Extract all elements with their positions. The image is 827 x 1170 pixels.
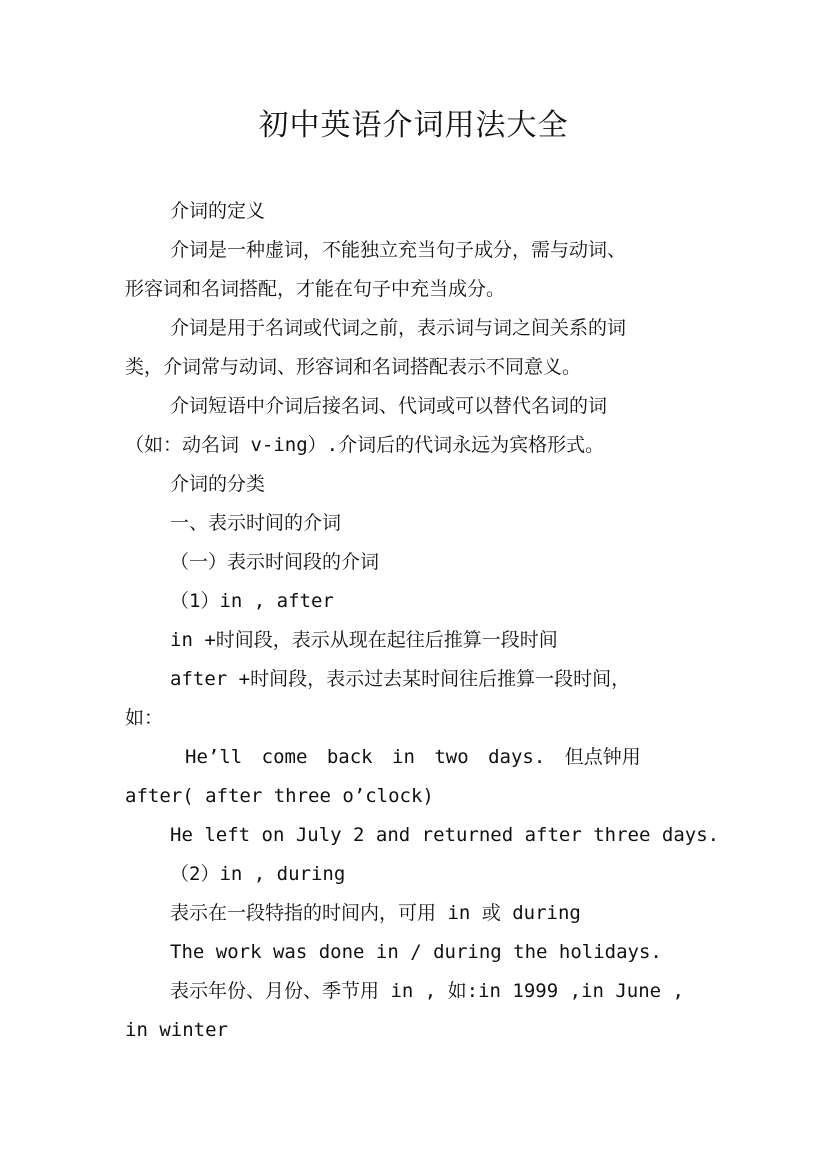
- paragraph-line: 介词短语中介词后接名词、代词或可以替代名词的词: [170, 395, 608, 417]
- paragraph-line: 表示在一段特指的时间内，可用 in 或 during: [170, 902, 581, 924]
- paragraph-line: 介词是一种虚词，不能独立充当句子成分，需与动词、: [170, 239, 627, 261]
- example-line: The work was done in / during the holidays.: [170, 941, 662, 963]
- example-line: after( after three o’clock): [125, 785, 434, 807]
- subsection-heading: （一）表示时间段的介词: [170, 551, 380, 573]
- paragraph-line: after +时间段，表示过去某时间往后推算一段时间，: [170, 668, 631, 690]
- item-heading: （1）in , after: [170, 590, 334, 612]
- paragraph-line: 如：: [125, 707, 164, 729]
- example-line: He left on July 2 and returned after three days.: [170, 824, 720, 846]
- example-line: He’ll come back in two days. 但点钟用: [185, 746, 641, 768]
- paragraph-line: 类，介词常与动词、形容词和名词搭配表示不同意义。: [125, 356, 582, 378]
- section-heading: 介词的分类: [170, 473, 266, 495]
- paragraph-line: 介词的定义: [170, 200, 266, 222]
- paragraph-line: 形容词和名词搭配，才能在句子中充当成分。: [125, 278, 506, 300]
- paragraph-line: 介词是用于名词或代词之前，表示词与词之间关系的词: [170, 317, 627, 339]
- paragraph-line: （如：动名词 v-ing）.介词后的代词永远为宾格形式。: [125, 434, 605, 456]
- paragraph-line: in winter: [125, 1019, 228, 1041]
- paragraph-line: 表示年份、月份、季节用 in , 如:in 1999 ,in June ,: [170, 980, 684, 1002]
- item-heading: （2）in , during: [170, 863, 346, 885]
- document-title: 初中英语介词用法大全: [258, 108, 569, 143]
- section-heading: 一、表示时间的介词: [170, 512, 342, 534]
- paragraph-line: in +时间段，表示从现在起往后推算一段时间: [170, 629, 558, 651]
